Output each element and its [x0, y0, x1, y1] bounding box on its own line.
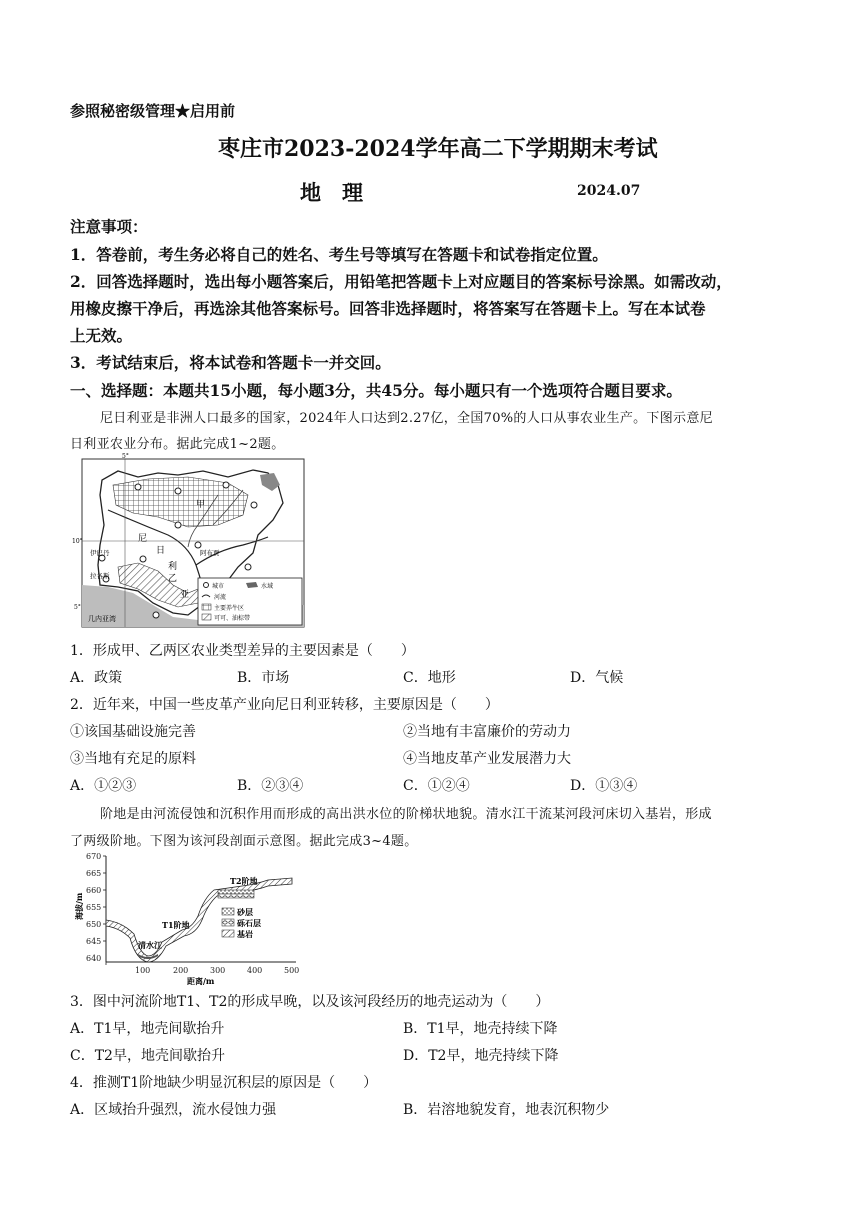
intro-paragraph: 尼日利亚是非洲人口最多的国家，2024年人口达到2.27亿，全国70%的人口从事农业生产。下图示意尼	[100, 411, 713, 426]
lat-label-10: 10°	[72, 538, 83, 545]
city-abuja: 阿布贾	[200, 549, 220, 557]
country-label: 尼	[138, 534, 148, 544]
country-label: 日	[156, 546, 166, 556]
y-tick: 645	[86, 937, 102, 946]
river-terrace-profile	[72, 850, 312, 990]
legend-bedrock: 基岩	[237, 929, 253, 939]
q2-item-4: ④当地皮革产业发展潜力大	[403, 751, 571, 767]
notice-item: 用橡皮擦干净后，再选涂其他答案标号。回答非选择题时，将答案写在答题卡上。写在本试卷	[70, 299, 706, 318]
legend-cattle: 主要养牛区	[214, 605, 245, 612]
intro-paragraph: 阶地是由河流侵蚀和沉积作用而形成的高出洪水位的阶梯状地貌。清水江干流某河段河床切入基岩，形成	[100, 807, 712, 822]
subject-title: 地 理	[300, 180, 363, 205]
secret-level: 参照秘密级管理★启用前	[70, 102, 236, 120]
notice-item: 1．答卷前，考生务必将自己的姓名、考生号等填写在答题卡和试卷指定位置。	[70, 245, 608, 264]
q2-option-b[interactable]: B．②③④	[237, 778, 304, 794]
y-tick: 655	[86, 903, 102, 912]
intro-paragraph: 了两级阶地。下图为该河段剖面示意图。据此完成3~4题。	[70, 834, 418, 849]
q2-item-3: ③当地有充足的原料	[70, 751, 196, 767]
t1-label: T1阶地	[162, 920, 190, 930]
q1-option-a[interactable]: A．政策	[70, 670, 123, 686]
q3-option-c[interactable]: C．T2早，地壳间歇抬升	[70, 1048, 225, 1064]
q3-option-b[interactable]: B．T1早，地壳持续下降	[403, 1021, 558, 1037]
lat-label-5: 5°	[74, 604, 81, 611]
x-tick: 100	[135, 966, 151, 975]
legend-sand: 砂层	[237, 907, 253, 917]
q3-option-a[interactable]: A．T1早，地壳间歇抬升	[70, 1021, 225, 1037]
nigeria-agriculture-map	[72, 453, 308, 631]
city-ibadan: 伊巴丹	[90, 549, 110, 557]
q2-option-c[interactable]: C．①②④	[403, 778, 470, 794]
q1-option-c[interactable]: C．地形	[403, 670, 456, 686]
legend-river: 河流	[214, 594, 227, 601]
q2-option-a[interactable]: A．①②③	[70, 778, 137, 794]
exam-date: 2024.07	[577, 183, 641, 199]
t2-label: T2阶地	[230, 876, 258, 886]
river-label: 清水江	[138, 940, 162, 950]
legend-cocoa: 可可、油棕带	[214, 615, 251, 622]
x-tick: 400	[247, 966, 263, 975]
y-tick: 665	[86, 869, 102, 878]
section-heading: 一、选择题：本题共15小题，每小题3分，共45分。每小题只有一个选项符合题目要求。	[70, 381, 682, 400]
country-label: 亚	[180, 590, 190, 600]
q2-item-2: ②当地有丰富廉价的劳动力	[403, 724, 571, 740]
lon-label: 5°	[122, 453, 129, 460]
notice-heading: 注意事项：	[70, 217, 148, 236]
q4-option-a[interactable]: A．区域抬升强烈，流水侵蚀力强	[70, 1102, 277, 1118]
q4-option-b[interactable]: B．岩溶地貌发育，地表沉积物少	[403, 1102, 610, 1118]
notice-item: 上无效。	[70, 326, 133, 345]
question-2: 2．近年来，中国一些皮革产业向尼日利亚转移，主要原因是（ ）	[70, 697, 499, 713]
legend-gravel: 砾石层	[237, 918, 261, 928]
exam-title: 枣庄市2023-2024学年高二下学期期末考试	[218, 136, 658, 162]
intro-paragraph: 日利亚农业分布。据此完成1~2题。	[70, 437, 285, 452]
y-tick: 670	[86, 852, 102, 861]
notice-item: 3．考试结束后，将本试卷和答题卡一并交回。	[70, 353, 391, 372]
y-tick: 660	[86, 886, 102, 895]
sea-label: 几内亚湾	[88, 615, 116, 623]
question-4: 4．推测T1阶地缺少明显沉积层的原因是（ ）	[70, 1075, 378, 1091]
q1-option-b[interactable]: B．市场	[237, 670, 290, 686]
x-tick: 300	[210, 966, 226, 975]
legend-lake: 水域	[261, 583, 274, 590]
y-tick: 650	[86, 920, 102, 929]
region-yi: 乙	[168, 574, 178, 584]
x-axis-label: 距离/m	[187, 976, 215, 986]
question-1: 1．形成甲、乙两区农业类型差异的主要因素是（ ）	[70, 643, 415, 659]
country-label: 利	[168, 562, 178, 572]
x-tick: 500	[284, 966, 300, 975]
q3-option-d[interactable]: D．T2早，地壳持续下降	[403, 1048, 559, 1064]
y-axis-label: 海拔/m	[74, 892, 84, 920]
q2-option-d[interactable]: D．①③④	[570, 778, 638, 794]
legend-city: 城市	[212, 583, 225, 590]
x-tick: 200	[173, 966, 189, 975]
notice-item: 2．回答选择题时，选出每小题答案后，用铅笔把答题卡上对应题目的答案标号涂黑。如需改动，	[70, 272, 732, 291]
question-3: 3．图中河流阶地T1、T2的形成早晚，以及该河段经历的地壳运动为（ ）	[70, 994, 550, 1010]
y-tick: 640	[86, 954, 102, 963]
region-jia: 甲	[196, 500, 206, 510]
q2-item-1: ①该国基础设施完善	[70, 724, 196, 740]
q1-option-d[interactable]: D．气候	[570, 670, 624, 686]
city-lagos: 拉各斯	[90, 572, 110, 580]
